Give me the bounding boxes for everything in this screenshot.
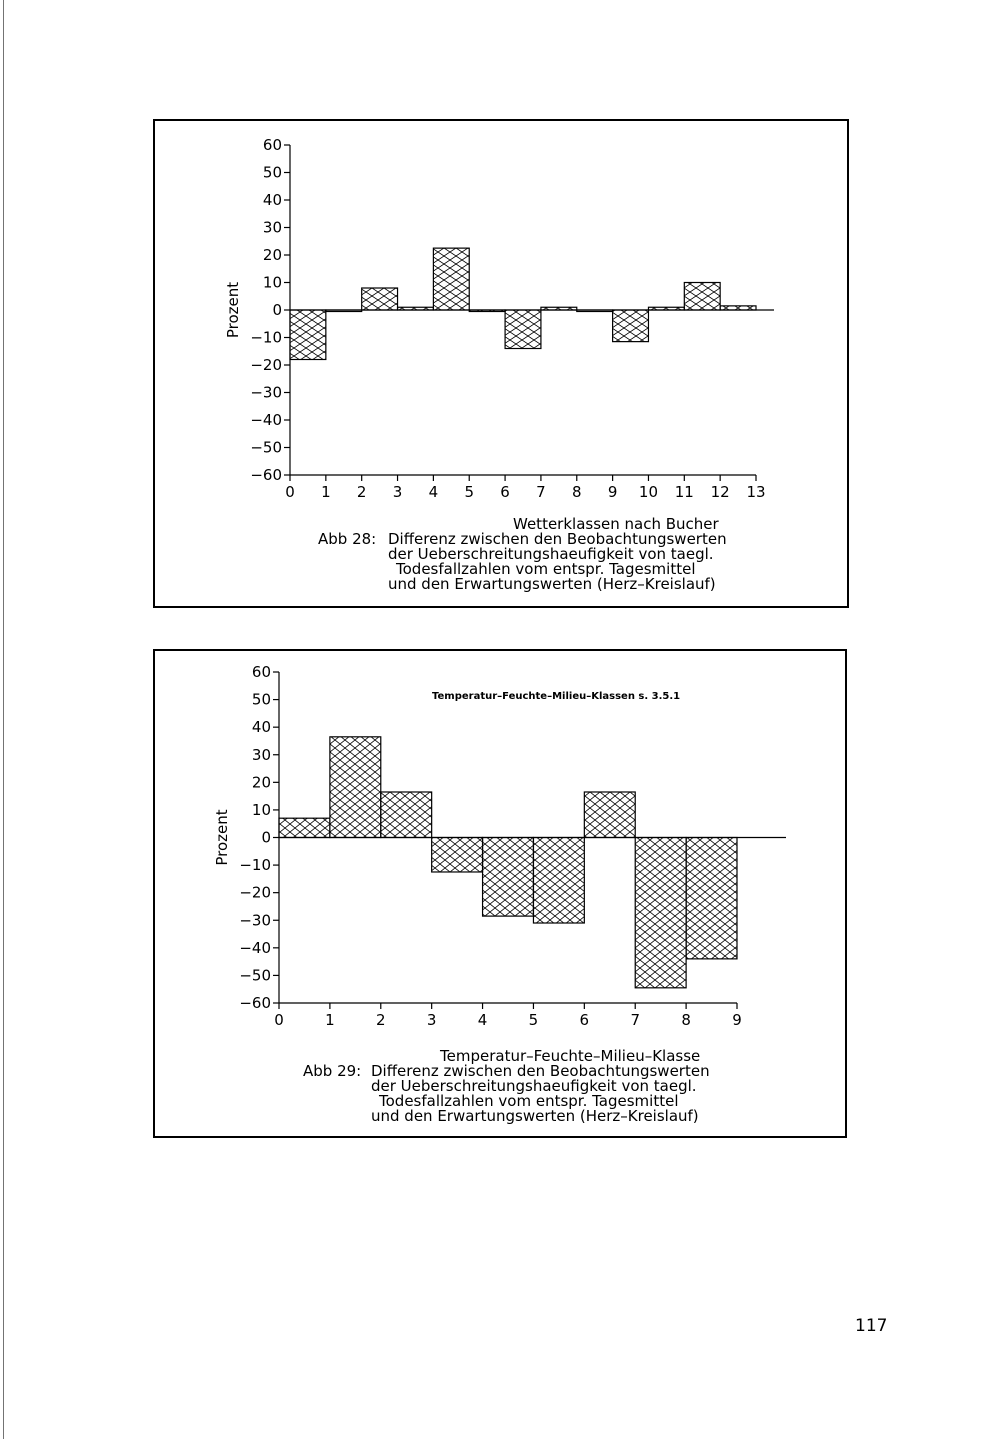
y-tick-label: 0: [261, 828, 271, 847]
figure-28-caption-line: Differenz zwischen den Beobachtungswerten: [388, 530, 727, 548]
page-number: 117: [855, 1316, 888, 1336]
chart-28: [224, 136, 774, 501]
bar: [398, 307, 434, 310]
y-tick-label: 0: [272, 301, 282, 319]
x-tick-label: 4: [477, 1011, 488, 1029]
y-tick-label: 40: [251, 718, 271, 737]
x-tick-label: 11: [674, 483, 694, 501]
bar: [720, 306, 756, 310]
x-tick-label: 1: [325, 1011, 335, 1029]
figure-29-caption-line: Differenz zwischen den Beobachtungswerten: [371, 1062, 710, 1080]
y-tick-label: −50: [239, 966, 271, 985]
bar: [432, 838, 483, 872]
chart-title: Temperatur–Feuchte–Milieu–Klassen s. 3.5.1: [432, 691, 681, 702]
y-tick-label: −50: [250, 438, 282, 457]
y-tick-label: 40: [262, 191, 282, 209]
x-tick-label: 12: [710, 483, 730, 501]
y-axis-label: Prozent: [224, 281, 242, 339]
bar: [483, 838, 534, 917]
bar: [648, 307, 684, 310]
y-tick-label: 60: [262, 136, 282, 154]
y-tick-label: 10: [251, 800, 271, 819]
x-tick-label: 7: [630, 1011, 640, 1029]
y-tick-label: −10: [250, 328, 282, 347]
figure-28-caption-line: Todesfallzahlen vom entspr. Tagesmittel: [396, 560, 696, 578]
y-tick-label: −10: [239, 856, 271, 875]
y-tick-label: −40: [250, 411, 282, 429]
bar: [505, 310, 541, 349]
figure-28-caption-label: Abb 28:: [318, 530, 377, 548]
x-tick-label: 0: [274, 1011, 284, 1029]
y-tick-label: 20: [262, 246, 282, 264]
x-tick-label: 3: [392, 483, 403, 501]
figure-29-caption-line: und den Erwartungswerten (Herz–Kreislauf): [371, 1107, 699, 1125]
x-tick-label: 5: [464, 483, 475, 501]
bar: [433, 248, 469, 310]
bar: [584, 792, 635, 838]
figure-29-caption-line: der Ueberschreitungshaeufigkeit von taegl.: [371, 1077, 697, 1095]
bar: [577, 310, 613, 312]
x-tick-label: 13: [746, 483, 766, 501]
x-tick-label: 2: [376, 1011, 386, 1029]
bar: [326, 310, 362, 312]
figure-29-caption-line: Todesfallzahlen vom entspr. Tagesmittel: [379, 1092, 679, 1110]
y-tick-label: −40: [239, 938, 271, 957]
bar: [686, 838, 737, 959]
bar: [635, 838, 686, 988]
x-tick-label: 1: [321, 483, 331, 501]
x-tick-label: 6: [500, 483, 510, 501]
figure-28-caption-line: und den Erwartungswerten (Herz–Kreislauf): [388, 575, 716, 593]
x-tick-label: 5: [528, 1011, 539, 1029]
figure-29-caption-label: Abb 29:: [303, 1062, 362, 1080]
x-tick-label: 9: [607, 483, 618, 501]
y-tick-label: −30: [239, 911, 271, 930]
y-tick-label: 20: [251, 773, 271, 792]
x-tick-label: 0: [285, 483, 295, 501]
y-tick-label: 30: [251, 745, 271, 764]
bar: [533, 838, 584, 924]
y-tick-label: −20: [239, 883, 271, 902]
y-tick-label: −30: [250, 383, 282, 402]
x-tick-label: 10: [638, 483, 659, 501]
bar: [469, 310, 505, 312]
y-tick-label: 60: [251, 663, 271, 681]
y-tick-label: −20: [250, 356, 282, 374]
y-tick-label: 50: [251, 690, 271, 709]
y-tick-label: 50: [262, 163, 282, 182]
x-tick-label: 2: [356, 483, 367, 501]
bar: [362, 288, 398, 310]
figure-29-xlabel: Temperatur–Feuchte–Milieu–Klasse: [440, 1047, 701, 1065]
x-tick-label: 3: [426, 1011, 437, 1029]
bar: [381, 792, 432, 838]
y-tick-label: 10: [262, 273, 282, 292]
x-tick-label: 8: [571, 483, 582, 501]
y-tick-label: −60: [239, 994, 271, 1012]
x-tick-label: 7: [536, 483, 546, 501]
x-tick-label: 8: [681, 1011, 691, 1029]
bar: [290, 310, 326, 360]
y-axis-label: Prozent: [213, 809, 231, 866]
figure-28-xlabel: Wetterklassen nach Bucher: [513, 515, 719, 533]
bar: [279, 818, 330, 837]
bar: [541, 307, 577, 310]
bar: [330, 737, 381, 838]
y-tick-label: 30: [262, 218, 282, 237]
x-tick-label: 6: [579, 1011, 590, 1029]
figure-28-caption-line: der Ueberschreitungshaeufigkeit von taegl.: [388, 545, 714, 563]
chart-29: [213, 663, 786, 1029]
bar: [684, 283, 720, 311]
x-tick-label: 4: [428, 483, 439, 501]
x-tick-label: 9: [732, 1011, 742, 1029]
y-tick-label: −60: [250, 466, 282, 484]
bar: [613, 310, 649, 342]
